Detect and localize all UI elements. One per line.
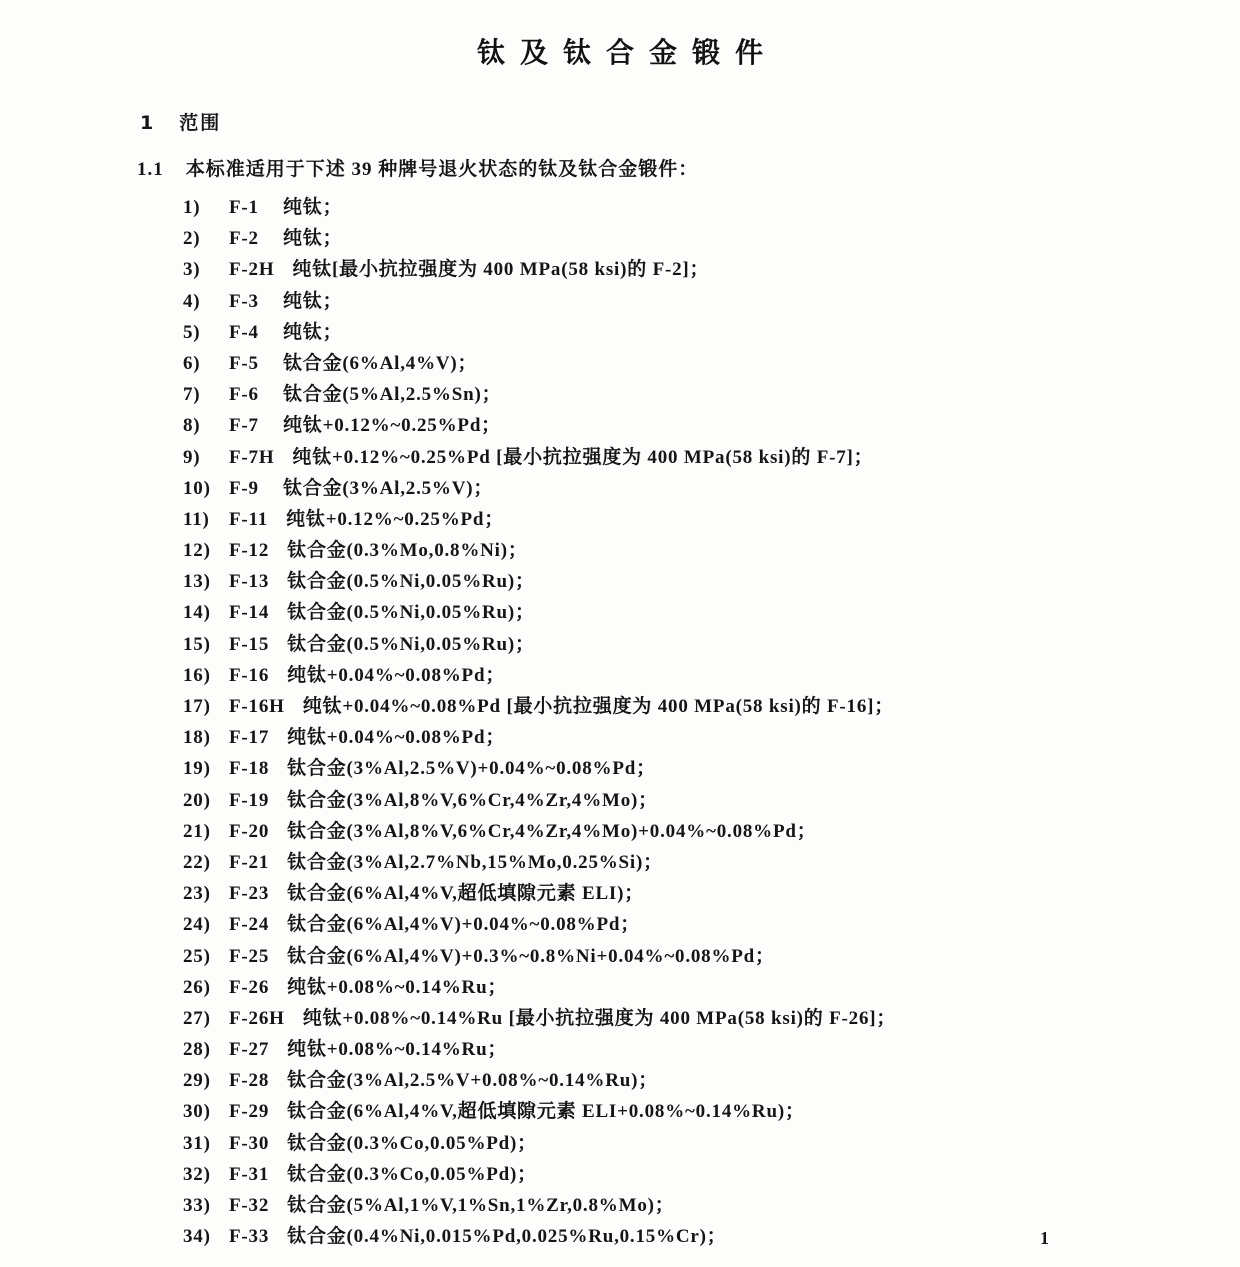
grade-description: 钛合金(3%Al,2.5%V)； [283,477,494,499]
item-number: 14) [183,602,211,624]
clause-1-1 [137,154,698,181]
grade-description: 纯钛+0.04%~0.08%Pd [最小抗拉强度为 400 MPa(58 ksi)的 F-16]； [302,696,895,717]
section-title: 范围 [179,112,222,134]
grade-description: 钛合金(3%Al,8%V,6%Cr,4%Zr,4%Mo)； [287,789,658,811]
page-number: 1 [1040,1228,1049,1248]
grade-list-item [183,1003,896,1034]
grade-description: 纯钛； [283,197,343,218]
grade-code: F-11 [229,508,269,530]
grade-code: F-6 [229,384,259,406]
grade-list-item [183,753,896,784]
grade-code: F-21 [229,851,270,873]
grade-list-item [183,816,896,847]
grade-description: 钛合金(6%Al,4%V)+0.3%~0.8%Ni+0.04%~0.08%Pd； [287,945,775,967]
grade-description: 纯钛+0.08%~0.14%Ru； [287,976,508,998]
document-title: 钛及钛合金锻件 [476,35,778,69]
item-number: 9) [183,446,201,468]
grade-code: F-12 [229,540,270,562]
grade-code: F-7H [229,446,275,468]
grade-list-item [183,1190,896,1221]
section-heading [140,108,221,135]
grade-description: 钛合金(0.3%Co,0.05%Pd)； [287,1132,537,1154]
item-number: 12) [183,540,211,562]
grade-list-item [183,909,896,940]
clause-text: 本标准适用于下述 39 种牌号退火状态的钛及钛合金锻件： [185,159,699,180]
item-number: 17) [183,696,211,717]
grade-list-item [183,691,896,722]
grade-code: F-2H [229,259,275,281]
grade-list-item [183,660,896,691]
grade-code: F-29 [229,1101,270,1123]
grade-list-item [183,223,896,254]
grade-description: 钛合金(0.3%Mo,0.8%Ni)； [287,540,528,562]
grade-list-item [183,1159,896,1190]
item-number: 29) [183,1070,211,1092]
section-number: 1 [140,112,156,134]
grade-list-item [183,1034,896,1065]
item-number: 15) [183,633,211,655]
item-number: 2) [183,228,201,250]
grade-code: F-17 [229,727,270,749]
grade-description: 纯钛+0.04%~0.08%Pd； [287,664,506,686]
grade-code: F-16 [229,664,270,686]
item-number: 24) [183,914,211,936]
grade-description: 钛合金(0.4%Ni,0.015%Pd,0.025%Ru,0.15%Cr)； [287,1226,727,1248]
grade-code: F-24 [229,914,270,936]
grade-list-item [183,317,896,348]
grade-list-item [183,535,896,566]
clause-number: 1.1 [137,159,164,180]
grade-list-item [183,504,896,535]
grade-description: 钛合金(6%Al,4%V)； [283,352,478,374]
item-number: 31) [183,1132,211,1154]
grade-list-item [183,847,896,878]
grade-code: F-1 [229,197,259,218]
item-number: 18) [183,727,211,749]
grade-list-item [183,410,896,441]
grade-list [183,192,896,1252]
item-number: 13) [183,571,211,593]
grade-description: 钛合金(3%Al,8%V,6%Cr,4%Zr,4%Mo)+0.04%~0.08%Pd； [287,820,817,842]
grade-code: F-4 [229,321,259,343]
item-number: 30) [183,1101,211,1123]
grade-code: F-19 [229,789,270,811]
grade-description: 钛合金(3%Al,2.5%V+0.08%~0.14%Ru)； [287,1070,659,1092]
grade-list-item [183,379,896,410]
grade-description: 钛合金(0.3%Co,0.05%Pd)； [287,1163,537,1185]
item-number: 11) [183,508,210,530]
item-number: 22) [183,851,211,873]
grade-list-item [183,1096,896,1127]
grade-description: 钛合金(6%Al,4%V)+0.04%~0.08%Pd； [287,914,641,936]
grade-description: 纯钛； [283,290,343,312]
grade-description: 钛合金(3%Al,2.5%V)+0.04%~0.08%Pd； [287,758,656,780]
grade-description: 钛合金(5%Al,1%V,1%Sn,1%Zr,0.8%Mo)； [287,1195,675,1216]
grade-description: 纯钛+0.04%~0.08%Pd； [287,727,506,749]
grade-description: 纯钛+0.08%~0.14%Ru [最小抗拉强度为 400 MPa(58 ksi)的 F-26]； [302,1007,897,1029]
grade-code: F-16H [229,696,285,717]
grade-list-item [183,254,896,285]
grade-list-item [183,597,896,628]
grade-code: F-9 [229,477,259,499]
grade-code: F-3 [229,290,259,312]
item-number: 4) [183,290,201,312]
grade-list-item [183,442,896,473]
grade-code: F-26 [229,976,270,998]
grade-code: F-13 [229,571,270,593]
grade-code: F-27 [229,1039,270,1061]
grade-list-item [183,348,896,379]
grade-list-item [183,1128,896,1159]
item-number: 27) [183,1007,211,1029]
item-number: 6) [183,352,201,374]
grade-description: 钛合金(0.5%Ni,0.05%Ru)； [287,633,535,655]
grade-code: F-5 [229,352,259,374]
item-number: 21) [183,820,211,842]
grade-description: 钛合金(0.5%Ni,0.05%Ru)； [287,602,535,624]
grade-description: 钛合金(0.5%Ni,0.05%Ru)； [287,571,535,593]
item-number: 32) [183,1163,211,1185]
grade-list-item [183,1065,896,1096]
grade-list-item [183,722,896,753]
grade-list-item [183,878,896,909]
grade-list-item [183,1221,896,1252]
grade-code: F-7 [229,415,259,437]
grade-code: F-18 [229,758,270,780]
item-number: 20) [183,789,211,811]
item-number: 8) [183,415,201,437]
grade-code: F-20 [229,820,270,842]
item-number: 1) [183,197,201,218]
item-number: 5) [183,321,201,343]
grade-description: 纯钛； [283,321,343,343]
grade-list-item [183,566,896,597]
item-number: 19) [183,758,211,780]
item-number: 7) [183,384,201,406]
item-number: 34) [183,1226,211,1248]
grade-list-item [183,473,896,504]
grade-code: F-2 [229,228,259,250]
grade-list-item [183,785,896,816]
grade-list-item [183,941,896,972]
item-number: 33) [183,1195,211,1216]
item-number: 10) [183,477,211,499]
grade-code: F-33 [229,1226,270,1248]
grade-description: 纯钛+0.12%~0.25%Pd； [286,508,505,530]
grade-description: 钛合金(3%Al,2.7%Nb,15%Mo,0.25%Si)； [287,851,663,873]
grade-code: F-25 [229,945,270,967]
grade-description: 纯钛+0.12%~0.25%Pd [最小抗拉强度为 400 MPa(58 ksi)的 F-7]； [292,446,874,468]
item-number: 28) [183,1039,211,1061]
grade-description: 纯钛； [283,228,343,250]
item-number: 26) [183,976,211,998]
grade-description: 纯钛[最小抗拉强度为 400 MPa(58 ksi)的 F-2]； [292,259,710,281]
grade-list-item [183,629,896,660]
grade-description: 钛合金(6%Al,4%V,超低填隙元素 ELI)； [287,883,645,905]
grade-description: 钛合金(5%Al,2.5%Sn)； [283,384,502,406]
grade-list-item [183,286,896,317]
grade-list-item [183,192,896,223]
grade-code: F-23 [229,883,270,905]
grade-description: 钛合金(6%Al,4%V,超低填隙元素 ELI+0.08%~0.14%Ru)； [287,1101,805,1123]
grade-list-item [183,972,896,1003]
grade-code: F-28 [229,1070,270,1092]
item-number: 16) [183,664,211,686]
item-number: 23) [183,883,211,905]
grade-code: F-14 [229,602,270,624]
grade-code: F-26H [229,1007,285,1029]
grade-code: F-32 [229,1195,270,1216]
grade-code: F-31 [229,1163,270,1185]
grade-description: 纯钛+0.08%~0.14%Ru； [287,1039,508,1061]
grade-code: F-15 [229,633,270,655]
item-number: 25) [183,945,211,967]
grade-code: F-30 [229,1132,270,1154]
grade-description: 纯钛+0.12%~0.25%Pd； [283,415,501,437]
item-number: 3) [183,259,201,281]
